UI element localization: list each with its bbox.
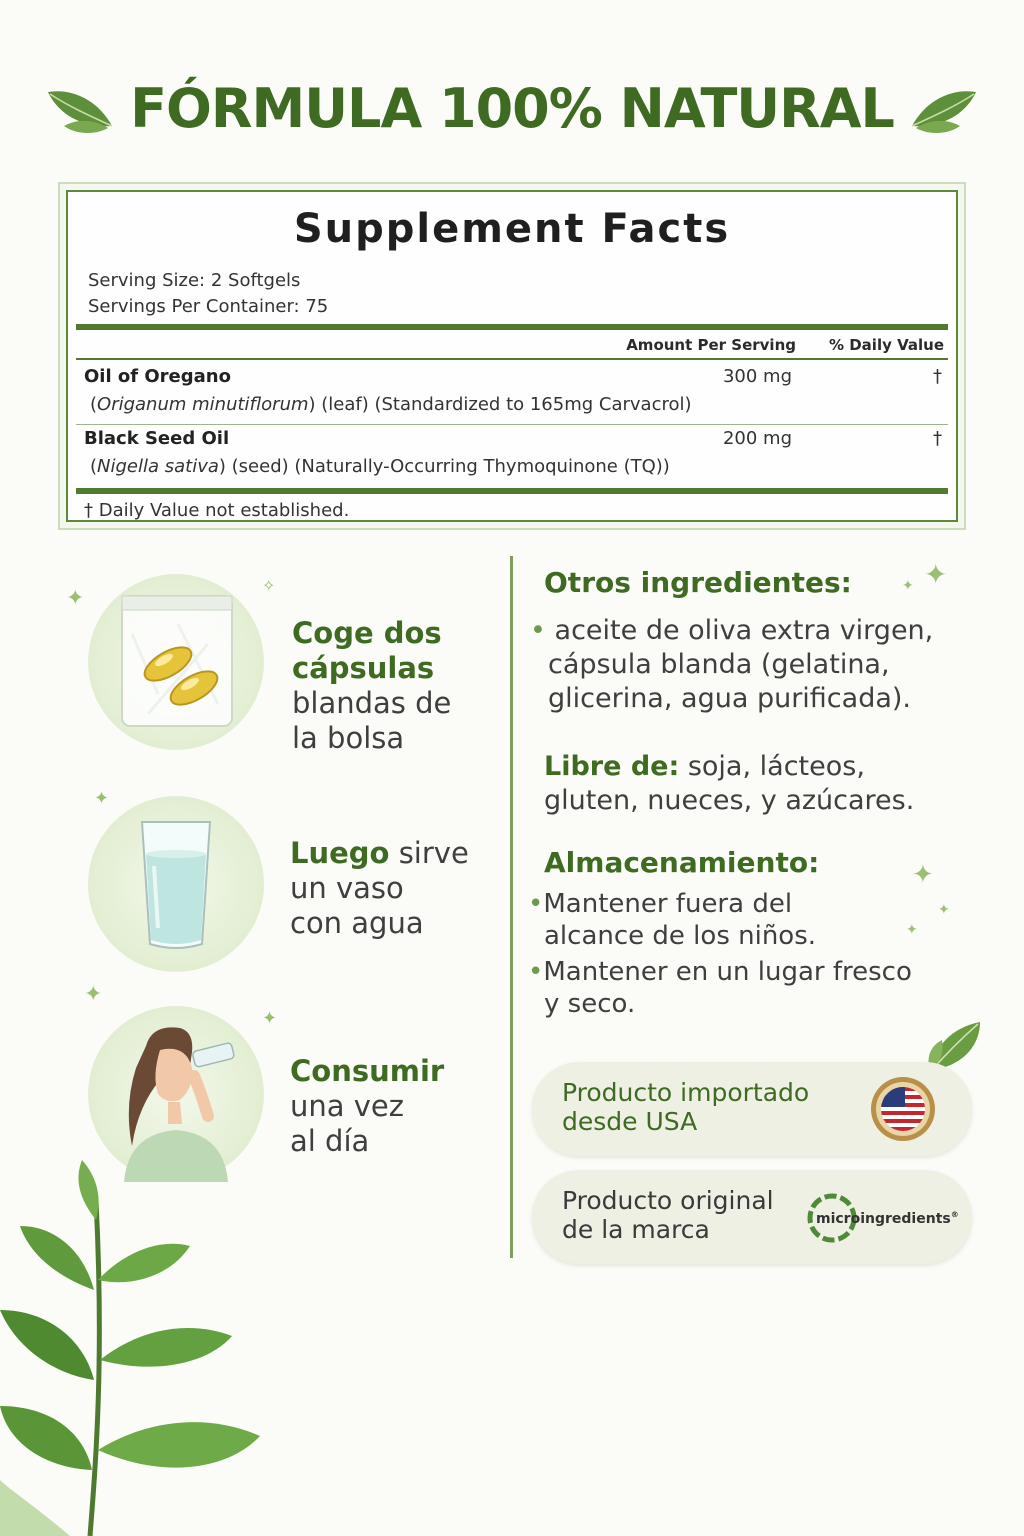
servings-per-container: Servings Per Container: 75 xyxy=(88,296,329,317)
otros-title: Otros ingredientes: xyxy=(544,566,852,599)
divider-thick xyxy=(76,324,948,330)
woman-drinking-icon xyxy=(88,1006,264,1182)
divider-thick xyxy=(76,488,948,494)
svg-text:microingredients®: microingredients® xyxy=(816,1210,959,1227)
badge-original-text: Producto original de la marca xyxy=(562,1186,774,1244)
ingredient-name: Oil of Oregano xyxy=(84,366,231,387)
softgel-bag-icon xyxy=(88,574,264,750)
facts-footnote: † Daily Value not established. xyxy=(84,500,350,521)
supplement-facts-panel xyxy=(58,182,966,530)
step-3-text: Consumir una vez al día xyxy=(290,1054,445,1158)
almacenamiento-title: Almacenamiento: xyxy=(544,846,820,879)
almacenamiento-list: •Mantener fuera del alcance de los niños. •Mantener en un lugar fresco y seco. xyxy=(528,889,912,1019)
water-glass-icon xyxy=(88,796,264,972)
col-daily-value: % Daily Value xyxy=(828,336,944,354)
badge-imported-usa xyxy=(532,1062,972,1156)
step-2-text: Luego sirve un vaso con agua xyxy=(290,836,469,940)
serving-info xyxy=(88,268,328,320)
badge-imported-text: Producto importado desde USA xyxy=(562,1078,810,1136)
badge-original-brand xyxy=(532,1170,972,1264)
ingredient-dv: † xyxy=(933,366,942,387)
headline xyxy=(0,68,1024,148)
sparkle-icon: ✦ xyxy=(902,578,914,594)
otros-list: • aceite de oliva extra virgen, cápsula blanda (gelatina, glicerina, agua purificada). xyxy=(530,615,934,714)
column-divider xyxy=(510,556,513,1258)
divider-row xyxy=(76,424,948,425)
libre-de: Libre de: soja, lácteos, gluten, nueces, y azúcares. xyxy=(544,751,915,816)
sparkle-icon: ✦ xyxy=(84,982,103,1007)
step-1-text: Coge dos cápsulas blandas de la bolsa xyxy=(292,616,452,755)
usa-flag-seal-icon xyxy=(870,1076,936,1142)
sparkle-icon: ✦ xyxy=(912,860,934,890)
sparkle-icon: ✦ xyxy=(66,586,85,611)
sparkle-icon: ✦ xyxy=(924,558,948,591)
col-amount: Amount Per Serving xyxy=(626,336,796,354)
supplement-facts-label xyxy=(66,190,958,522)
ingredient-name: Black Seed Oil xyxy=(84,428,230,449)
microingredients-logo-icon xyxy=(806,1192,959,1244)
sparkle-icon: ✦ xyxy=(938,902,950,918)
leaf-right-icon xyxy=(908,78,986,138)
sparkle-icon: ✦ xyxy=(262,1008,278,1029)
sparkle-icon: ✦ xyxy=(906,922,918,938)
ingredient-amount: 300 mg xyxy=(722,366,792,387)
ingredient-description: (Origanum minutiflorum) (leaf) (Standardized to 165mg Carvacrol) xyxy=(90,394,692,415)
sparkle-icon: ✦ xyxy=(94,788,110,809)
leaf-left-icon xyxy=(38,78,116,138)
divider-header xyxy=(76,358,948,360)
facts-title: Supplement Facts xyxy=(293,206,731,252)
sparkle-icon: ✧ xyxy=(262,576,276,595)
ingredient-description: (Nigella sativa) (seed) (Naturally-Occurring Thymoquinone (TQ)) xyxy=(90,456,670,477)
serving-size: Serving Size: 2 Softgels xyxy=(88,270,301,291)
plant-decoration-icon xyxy=(0,1160,300,1536)
ingredient-amount: 200 mg xyxy=(722,428,792,449)
headline-text: FÓRMULA 100% NATURAL xyxy=(130,76,894,140)
ingredient-dv: † xyxy=(933,428,942,449)
